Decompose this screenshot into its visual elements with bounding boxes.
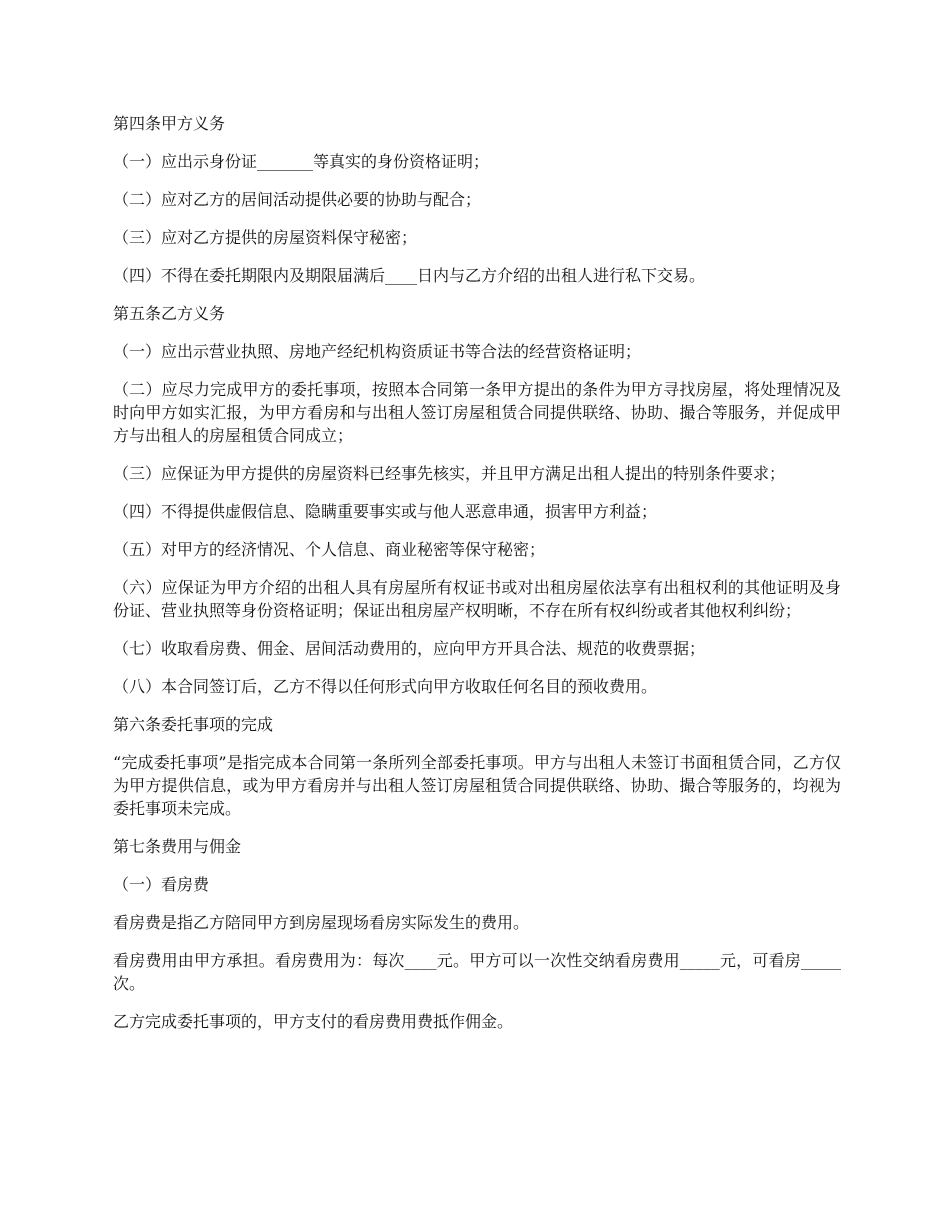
clause-4-2: （二）应对乙方的居间活动提供必要的协助与配合； <box>113 190 482 209</box>
viewing-fee-definition: 看房费是指乙方陪同甲方到房屋现场看房实际发生的费用。 <box>113 913 530 932</box>
article-6-body: “完成委托事项”是指完成本合同第一条所列全部委托事项。甲方与出租人未签订书面租赁合同，乙方仅为甲方提供信息，或为甲方看房并与出租人签订房屋租赁合同提供联络、协助、撮合等服务的，均视为委托事项未完成。 <box>113 753 841 818</box>
clause-5-3: （三）应保证为甲方提供的房屋资料已经事先核实，并且甲方满足出租人提出的特别条件要求； <box>113 464 786 483</box>
document-page <box>113 112 841 1048</box>
clause-4-1: （一）应出示身份证_______等真实的身份资格证明； <box>113 152 490 171</box>
heading-article-7: 第七条费用与佣金 <box>113 837 242 856</box>
clause-5-8: （八）本合同签订后，乙方不得以任何形式向甲方收取任何名目的预收费用。 <box>113 677 658 696</box>
clause-5-2: （二）应尽力完成甲方的委托事项，按照本合同第一条甲方提出的条件为甲方寻找房屋，将处理情况及时向甲方如实汇报，为甲方看房和与出租人签订房屋租赁合同提供联络、协助、撮合等服务，并促成甲方与出租人的房屋租赁合同成立； <box>113 380 841 445</box>
viewing-fee-offset: 乙方完成委托事项的，甲方支付的看房费用费抵作佣金。 <box>113 1012 514 1031</box>
clause-5-7: （七）收取看房费、佣金、居间活动费用的，应向甲方开具合法、规范的收费票据； <box>113 639 706 658</box>
clause-4-4: （四）不得在委托期限内及期限届满后____日内与乙方介绍的出租人进行私下交易。 <box>113 266 706 285</box>
clause-5-6: （六）应保证为甲方介绍的出租人具有房屋所有权证书或对出租房屋依法享有出租权利的其他证明及身份证、营业执照等身份资格证明；保证出租房屋产权明晰，不存在所有权纠纷或者其他权利纠纷； <box>113 578 841 620</box>
clause-5-4: （四）不得提供虚假信息、隐瞒重要事实或与他人恶意串通，损害甲方利益； <box>113 502 658 521</box>
heading-article-5: 第五条乙方义务 <box>113 304 226 323</box>
subheading-viewing-fee: （一）看房费 <box>113 875 210 894</box>
heading-article-4: 第四条甲方义务 <box>113 114 226 133</box>
viewing-fee-amount: 看房费用由甲方承担。看房费用为：每次____元。甲方可以一次性交纳看房费用_____元，可看房_____次。 <box>113 951 841 993</box>
heading-article-6: 第六条委托事项的完成 <box>113 715 274 734</box>
clause-4-3: （三）应对乙方提供的房屋资料保守秘密； <box>113 228 418 247</box>
clause-5-1: （一）应出示营业执照、房地产经纪机构资质证书等合法的经营资格证明； <box>113 342 642 361</box>
clause-5-5: （五）对甲方的经济情况、个人信息、商业秘密等保守秘密； <box>113 540 546 559</box>
